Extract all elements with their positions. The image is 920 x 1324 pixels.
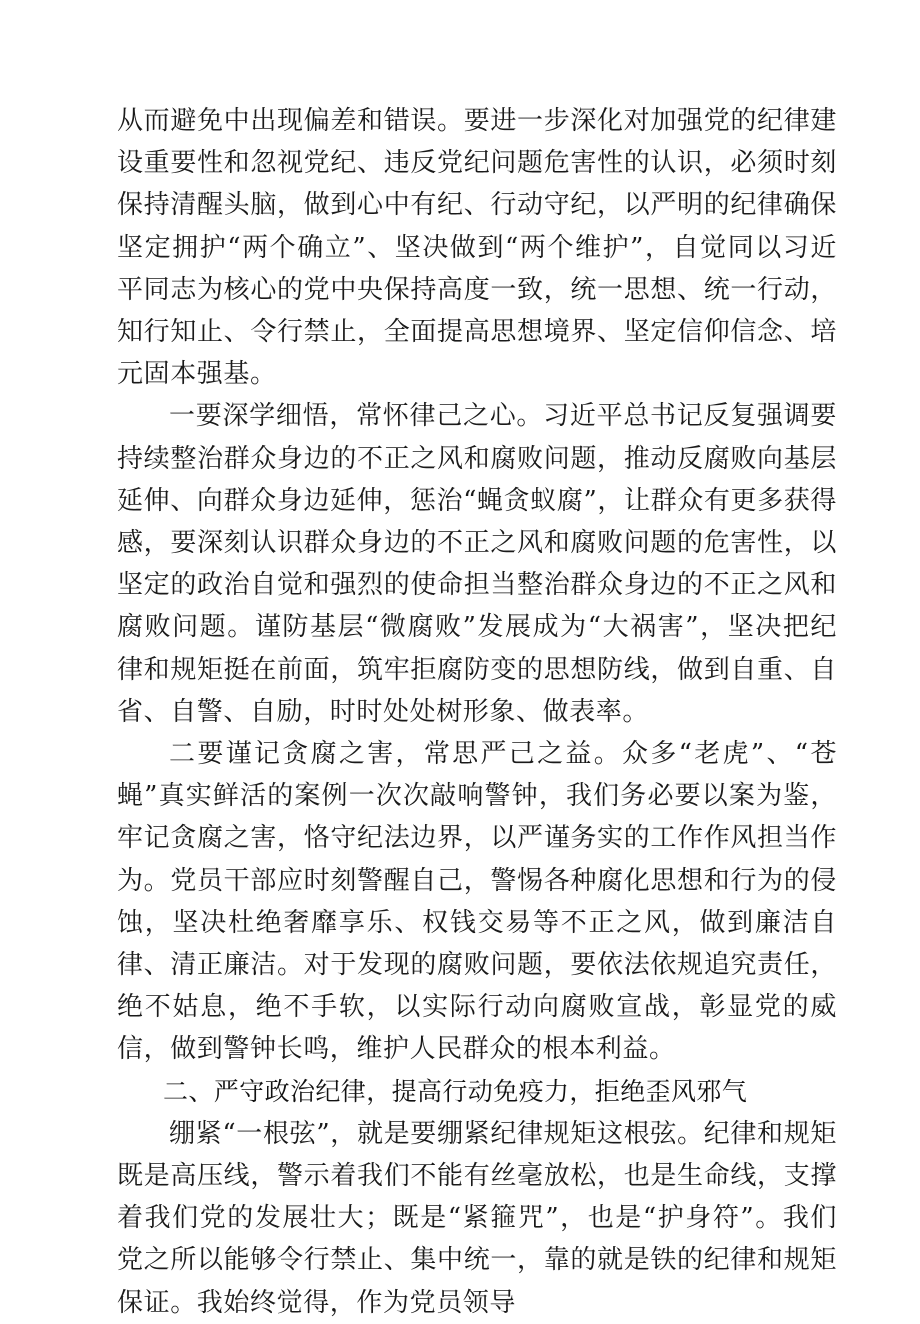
section-heading: 二、严守政治纪律，提高行动免疫力，拒绝歪风邪气 — [163, 1076, 748, 1106]
paragraph-point-two: 二要谨记贪腐之害，常思严己之益。众多“老虎”、“苍蝇”真实鲜活的案例一次次敲响警钟，我们务必要以案为鉴，牢记贪腐之害，恪守纪法边界，以严谨务实的工作作风担当作为。党员干部应时刻警醒自己，警惕各种腐化思想和行为的侵蚀，坚决杜绝奢靡享乐、权钱交易等不正之风，做到廉洁自律、清正廉洁。对于发现的腐败问题，要依法依规追究责任，绝不姑息，绝不手软，以实际行动向腐败宣战，彰显党的威信，做到警钟长鸣，维护人民群众的根本利益。 — [117, 739, 837, 1065]
paragraph-section-two-intro: 绷紧“一根弦”，就是要绷紧纪律规矩这根弦。纪律和规矩既是高压线，警示着我们不能有丝毫放松，也是生命线，支撑着我们党的发展壮大；既是“紧箍咒”，也是“护身符”。我们党之所以能够令行禁止、集中统一，靠的就是铁的纪律和规矩保证。我始终觉得，作为党员领导 — [117, 1118, 837, 1318]
paragraph-point-one: 一要深学细悟，常怀律己之心。习近平总书记反复强调要持续整治群众身边的不正之风和腐败问题，推动反腐败向基层延伸、向群众身边延伸，惩治“蝇贪蚁腐”，让群众有更多获得感，要深刻认识群众身边的不正之风和腐败问题的危害性，以坚定的政治自觉和强烈的使命担当整治群众身边的不正之风和腐败问题。谨防基层“微腐败”发展成为“大祸害”，坚决把纪律和规矩挺在前面，筑牢拒腐防变的思想防线，做到自重、自省、自警、自励，时时处处树形象、做表率。 — [117, 401, 837, 727]
paragraph-continuation: 从而避免中出现偏差和错误。要进一步深化对加强党的纪律建设重要性和忽视党纪、违反党纪问题危害性的认识，必须时刻保持清醒头脑，做到心中有纪、行动守纪，以严明的纪律确保坚定拥护“两个确立”、坚决做到“两个维护”，自觉同以习近平同志为核心的党中央保持高度一致，统一思想、统一行动，知行知止、令行禁止，全面提高思想境界、坚定信仰信念、培元固本强基。 — [117, 106, 837, 390]
document-body — [117, 100, 837, 1324]
